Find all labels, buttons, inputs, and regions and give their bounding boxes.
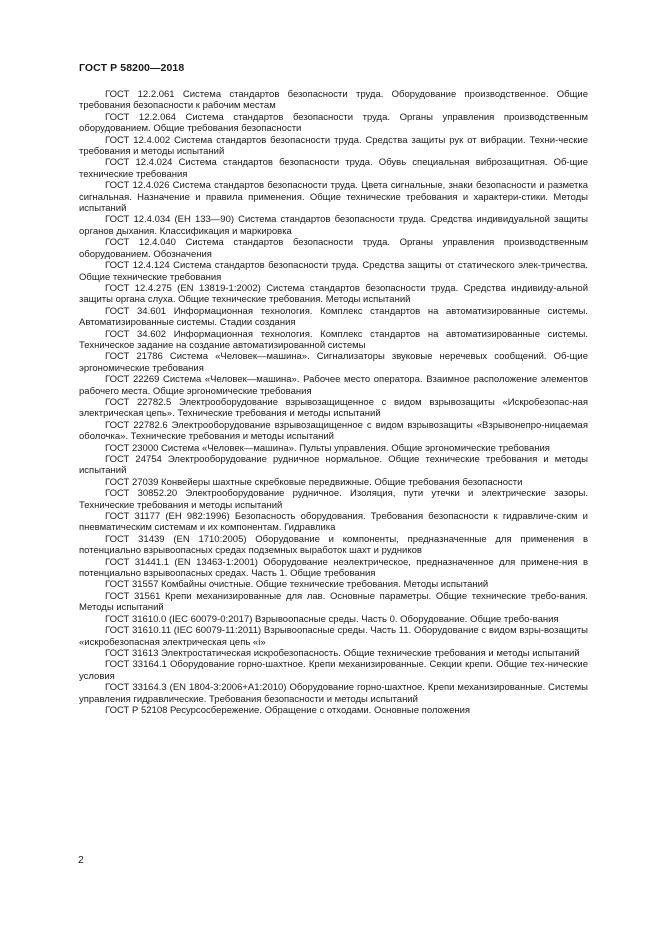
- reference-item: ГОСТ Р 52108 Ресурсосбережение. Обращение с отходами. Основные положения: [105, 704, 471, 716]
- reference-item: ГОСТ 21786 Система «Человек—машина». Сигнализаторы звуковые неречевых сообщений. Об-щие эргономические требования: [79, 351, 588, 374]
- reference-item: ГОСТ 31561 Крепи механизированные для лав. Основные параметры. Общие технические требо-вания. Методы испытаний: [79, 590, 588, 614]
- reference-item: ГОСТ 12.4.002 Система стандартов безопасности труда. Средства защиты рук от вибрации. Техни-ческие требования и методы испытаний: [79, 134, 588, 158]
- reference-item: ГОСТ 12.4.034 (ЕН 133—90) Система стандартов безопасности труда. Средства индивидуальной защиты органов дыхания. Классификация и маркировка: [79, 214, 588, 237]
- reference-item: ГОСТ 31177 (ЕН 982:1996) Безопасность оборудования. Требования безопасности к гидравличе-ским и пневматическим системам и их компонентам. Гидравлика: [79, 511, 588, 534]
- reference-item: ГОСТ 12.4.040 Система стандартов безопасности труда. Органы управления производственным оборудованием. Обозначения: [79, 237, 588, 260]
- reference-item: ГОСТ 31610.0 (IEC 60079-0:2017) Взрывоопасные среды. Часть 0. Оборудование. Общие требо-вания: [105, 613, 559, 625]
- reference-item: ГОСТ 12.4.124 Система стандартов безопасности труда. Средства защиты от статического элек-тричества. Общие технические требования: [79, 260, 588, 283]
- reference-item: ГОСТ 12.4.026 Система стандартов безопасности труда. Цвета сигнальные, знаки безопасности и разметка сигнальная. Назначение и правила применения. Общие технические требования и характери-стики. Методы испытаний: [79, 180, 588, 215]
- reference-item: ГОСТ 12.2.061 Система стандартов безопасности труда. Оборудование производственное. Общие требования безопасности к рабочим местам: [79, 89, 588, 112]
- reference-item: ГОСТ 24754 Электрооборудование рудничное нормальное. Общие технические требования и методы испытаний: [79, 454, 588, 477]
- reference-item: ГОСТ 12.4.024 Система стандартов безопасности труда. Обувь специальная виброзащитная. Об-щие технические требования: [79, 157, 588, 180]
- reference-item: ГОСТ 33164.1 Оборудование горно-шахтное. Крепи механизированные. Секции крепи. Общие тех-нические условия: [79, 659, 588, 682]
- reference-item: ГОСТ 30852.20 Электрооборудование рудничное. Изоляция, пути утечки и электрические зазоры. Технические требования и методы испытаний: [79, 488, 588, 511]
- reference-item: ГОСТ 12.4.275 (EN 13819-1:2002) Система стандартов безопасности труда. Средства индивиду-альной защиты органа слуха. Общие технические требования. Методы испытаний: [79, 282, 588, 306]
- reference-item: ГОСТ 31613 Электростатическая искробезопасность. Общие технические требования и методы испытаний: [105, 647, 580, 659]
- reference-item: ГОСТ 23000 Система «Человек—машина». Пульты управления. Общие эргономические требования: [105, 442, 550, 454]
- reference-item: ГОСТ 22269 Система «Человек—машина». Рабочее место оператора. Взаимное расположение элементов рабочего места. Общие эргономические требования: [79, 374, 588, 397]
- reference-item: ГОСТ 31557 Комбайны очистные. Общие технические требования. Методы испытаний: [105, 579, 489, 591]
- reference-item: ГОСТ 34.601 Информационная технология. Комплекс стандартов на автоматизированные системы. Автоматизированные системы. Стадии создания: [79, 305, 588, 329]
- reference-item: ГОСТ 31441.1 (EN 13463-1:2001) Оборудование неэлектрическое, предназначенное для примене-ния в потенциально взрывоопасных средах. Часть 1. Общие требования: [79, 556, 588, 580]
- normative-references-list: [79, 89, 588, 716]
- reference-item: ГОСТ 31610.11 (IEC 60079-11:2011) Взрывоопасные среды. Часть 11. Оборудование с видом взры-возащиты «искробезопасная электрическая цепь «i»: [79, 625, 588, 648]
- page-number: 2: [78, 854, 84, 866]
- reference-item: ГОСТ 31439 (EN 1710:2005) Оборудование и компоненты, предназначенные для применения в потенциально взрывоопасных средах подземных выработок шахт и рудников: [79, 533, 588, 557]
- reference-item: ГОСТ 22782.5 Электрооборудование взрывозащищенное с видом взрывозащиты «Искробезопас-ная электрическая цепь». Технические требования и методы испытаний: [79, 396, 588, 420]
- reference-item: ГОСТ 22782.6 Электрооборудование взрывозащищенное с видом взрывозащиты «Взрывонепро-ницаемая оболочка». Технические требования и методы испытаний: [79, 419, 588, 443]
- reference-item: ГОСТ 34.602 Информационная технология. Комплекс стандартов на автоматизированные системы. Техническое задание на создание автоматизированной системы: [79, 328, 588, 351]
- reference-item: ГОСТ 27039 Конвейеры шахтные скребковые передвижные. Общие требования безопасности: [105, 476, 523, 488]
- reference-item: ГОСТ 33164.3 (EN 1804-3:2006+A1:2010) Оборудование горно-шахтное. Крепи механизированные. Системы управления гидравлические. Требования безопасности и методы испытаний: [79, 682, 588, 705]
- reference-item: ГОСТ 12.2.064 Система стандартов безопасности труда. Органы управления производственным оборудованием. Общие требования безопасности: [79, 111, 588, 135]
- document-header: ГОСТ Р 58200—2018: [79, 62, 185, 74]
